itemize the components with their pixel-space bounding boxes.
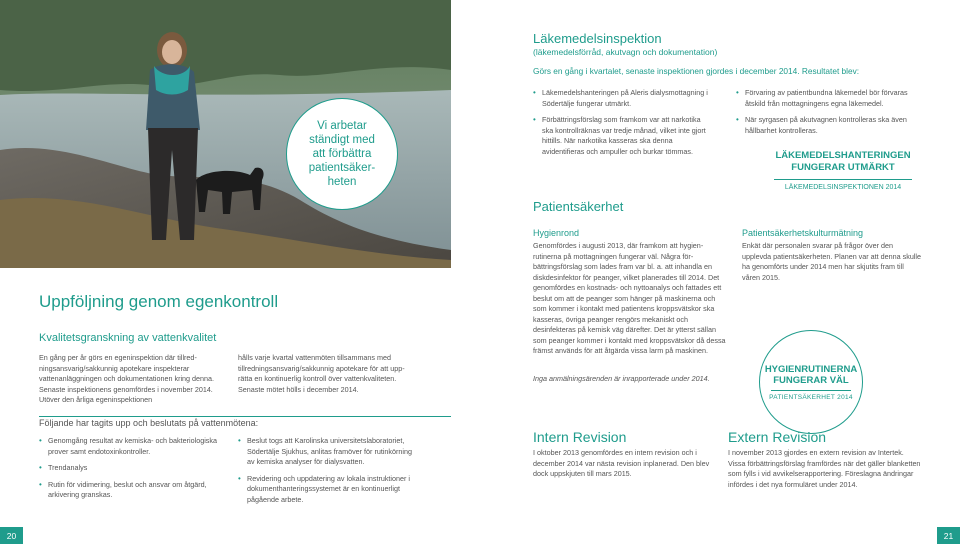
right-subtitle: (läkemedelsförråd, akutvagn och dokumentation) [533,47,718,57]
left-col2-text: hålls varje kvartal vattenmöten tillsammans med tillredningsansvarig/sakkunnig apotekare för att upprätta en kontinuerlig kontroll över vattenkvaliteten. Senaste mötet hölls i december 2014. [238,353,405,394]
page-number-left: 20 [0,527,23,544]
intern-text: I oktober 2013 genomfördes en intern revision och i december 2014 var nästa revision inplanerad. Den blev dock uppskjuten till mars 2015. [533,448,710,478]
badge-rule [774,179,912,180]
badge-medicine-line3: LÄKEMEDELSINSPEKTIONEN 2014 [784,184,902,191]
list-item: • Läkemedelshanteringen på Aleris dialysmottagning i Södertälje fungerar utmärkt. [533,88,713,109]
culture-title: Patientsäkerhetskulturmätning [742,228,864,238]
right-title: Läkemedelsinspektion [533,31,662,46]
list-item: • Beslut togs att Karolinska universitetslaboratoriet, Södertälje Sjukhus, anlitas framöver för rutinkörning av kemiska analyser för dialysvatten. [238,436,418,468]
results-list-2 [736,88,920,142]
intern-title: Intern Revision [533,429,627,445]
followup-title: Följande har tagits upp och beslutats på vattenmötena: [39,418,259,428]
badge-medicine [768,150,918,191]
page-number-right: 21 [937,527,960,544]
badge-medicine-line1: LÄKEMEDELSHANTERINGEN [775,150,911,161]
results-list-1 [533,88,713,163]
quote-badge [286,98,398,210]
left-subheading: Kvalitetsgranskning av vattenkvalitet [39,332,217,344]
list-item: • Revidering och uppdatering av lokala instruktioner i dokumenthanteringssystemet är en kontinuerligt pågående arbete. [238,474,418,506]
followup-list-1 [39,436,229,507]
quote-text: Vi arbetar ständigt med att förbättra patientsäkerheten [308,120,376,188]
badge-rule [771,390,851,391]
list-item: • Trendanalys [39,463,229,474]
extern-title: Extern Revision [728,429,827,445]
divider [39,416,451,417]
list-item: • När syrgasen på akutvagnen kontrolleras ska även hållbarhet kontrolleras. [736,115,920,136]
badge-hygiene [759,330,863,434]
hygiene-note: Inga anmälningsärenden är inrapporterade under 2014. [533,374,710,383]
cover-photo [0,0,451,268]
extern-text: I november 2013 gjordes en extern revision av Intertek. Vissa förbättringsförslag framfördes när det gäller blanketten som fylls i vid avvikelserapportering. Föreslagna ändringar infördes i det nya formuläret under 2014. [728,448,921,489]
badge-hygiene-line1: HYGIENRUTINERNA [764,363,858,375]
badge-hygiene-line2: FUNGERAR VÄL [773,374,849,386]
right-intro: Görs en gång i kvartalet, senaste inspektionen gjordes i december 2014. Resultatet blev: [533,66,860,76]
list-item: • Förbättringsförslag som framkom var att narkotika ska kontrollräknas var tredje månad, vilket inte gjort hittills. När narkotika kasseras ska denna avidentifieras och ampuller och burkar tömmas. [533,115,713,157]
followup-list-2 [238,436,418,511]
culture-text: Enkät där personalen svarar på frågor över den upplevda patientsäkerheten. Planen var att denna skulle ha genomförts under 2014 men har skjutits fram till våren 2015. [742,241,922,282]
badge-medicine-line2: FUNGERAR UTMÄRKT [791,162,895,173]
list-item: • Genomgång resultat av kemiska- och bakteriologiska prover samt endotoxinkontroller. [39,436,229,457]
left-col1-text: En gång per år görs en egeninspektion där tillredningsansvarig/sakkunnig apotekare inspekterar vattenanläggningen och dokumentationen kring denna. Senaste inspektionens genomfördes i november 2014. Utöver den årliga egeninspektionen [39,353,215,404]
list-item: • Förvaring av patientbundna läkemedel bör förvaras åtskild från mottagningens egna läkemedel. [736,88,920,109]
patient-safety-heading: Patientsäkerhet [533,199,624,214]
hygiene-title: Hygienrond [533,228,580,238]
hygiene-text: Genomfördes i augusti 2013, där framkom att hygienrutinerna på mottagningen fungerar väl. Några förbättringsförslag som lades fram var bl. a. att inhandla en diskdesinfektor för peanger, vilket planerades till 2014. Det genomfördes en kostnads- och nyttoanalys och fattades ett beslut om att de peanger som hänger på maskinerna och som kommer i kontakt med patientens kroppsvätskor ska kasseras, övriga peanger rengörs mekaniskt och desinfekteras på kemisk väg därefter. Det är ytterst sällan som peanger kommer i kontakt med kroppsvätskor då dessa främst används för att åtgärda vissa larm på maskinen. [533,241,726,355]
list-item: • Rutin för vidimering, beslut och ansvar om åtgärd, arkivering granskas. [39,480,229,501]
badge-hygiene-line3: PATIENTSÄKERHET 2014 [769,393,853,401]
left-heading: Uppföljning genom egenkontroll [39,292,279,311]
